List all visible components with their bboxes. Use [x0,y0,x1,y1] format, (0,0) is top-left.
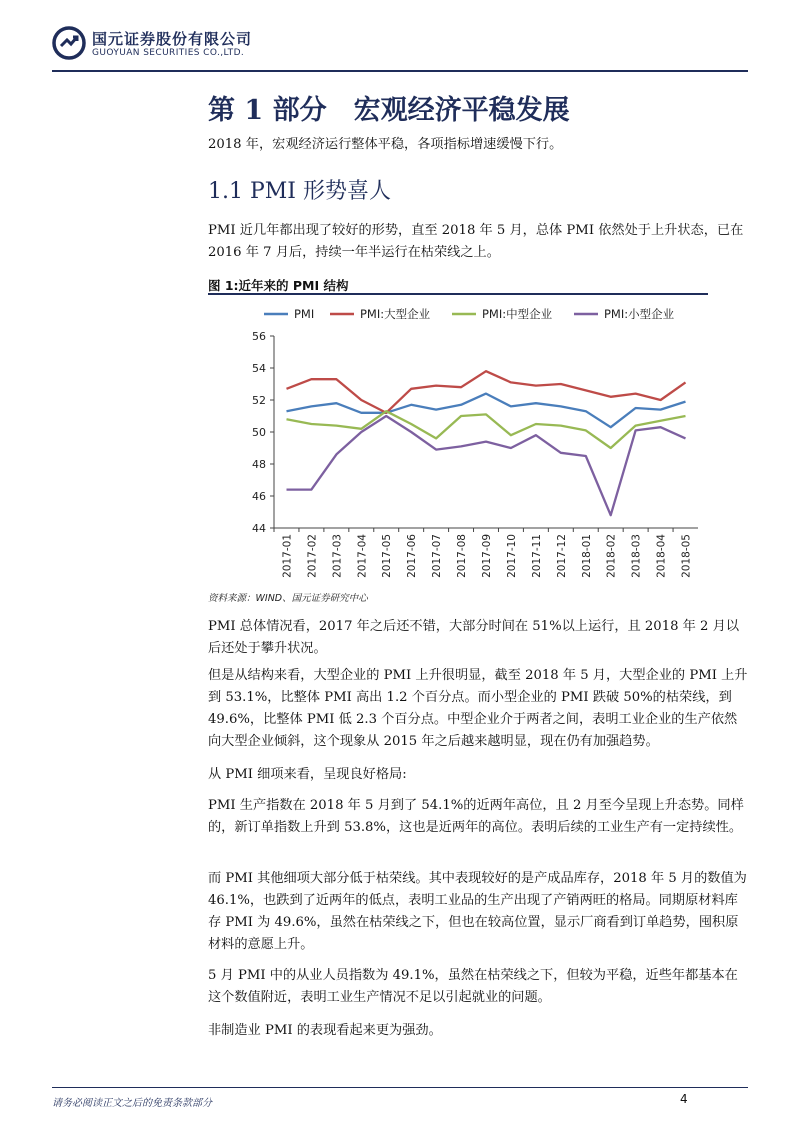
x-tick-label: 2017-04 [356,534,369,578]
intro-paragraph: 2018 年，宏观经济运行整体平稳，各项指标增速缓慢下行。 [208,137,563,152]
x-tick-label: 2017-07 [431,534,444,578]
figure-divider [208,293,708,295]
footer-divider [52,1087,748,1088]
legend-label: PMI [294,307,315,321]
figure-title: 图 1:近年来的 PMI 结构 [208,278,349,293]
x-tick-label: 2018-05 [680,534,693,578]
legend-label: PMI:小型企业 [604,307,675,321]
paragraph-8: 非制造业 PMI 的表现看起来更为强劲。 [208,1023,442,1038]
x-tick-label: 2018-04 [655,534,668,578]
x-tick-label: 2018-01 [580,534,593,578]
paragraph-7: 5 月 PMI 中的从业人员指数为 49.1%，虽然在枯荣线之下，但较为平稳，近些年都基本在这个数值附近，表明工业生产情况不足以引起就业的问题。 [208,968,738,1005]
series-line [287,416,686,515]
x-tick-label: 2017-09 [481,534,493,578]
paragraph-4: 从 PMI 细项来看，呈现良好格局: [208,767,407,782]
y-tick-label: 56 [252,330,266,343]
company-logo-icon [52,26,86,60]
x-tick-label: 2017-12 [555,534,568,578]
pmi-line-chart [208,298,708,588]
subsection-title: 1.1 PMI 形势喜人 [208,179,391,204]
page-number: 4 [680,1092,688,1106]
x-tick-label: 2017-03 [331,534,344,578]
footer-disclaimer-note: 请务必阅读正文之后的免责条款部分 [52,1098,212,1109]
paragraph-1: PMI 近几年都出现了较好的形势，直至 2018 年 5 月，总体 PMI 依然处于上升状态，已在 2016 年 7 月后，持续一年半运行在枯荣线之上。 [208,223,744,260]
x-tick-label: 2018-02 [605,534,618,578]
brand-name-en: GUOYUAN SECURITIES CO.,LTD. [92,48,245,58]
paragraph-3: 但是从结构来看，大型企业的 PMI 上升很明显，截至 2018 年 5 月，大型企业的 PMI 上升到 53.1%，比整体 PMI 高出 1.2 个百分点。而小型企业的 PMI 跌破 50%的枯荣线，到 49.6%，比整体 PMI 低 2.3 个百分点。中型企业介于两者之间，表明工业企业的生产依然向大型企业倾斜，这个现象从 2015 年之后越来越明显，现在仍有加强趋势。 [208,668,748,749]
x-tick-label: 2017-10 [505,534,518,578]
x-tick-label: 2018-03 [630,534,643,578]
legend-label: PMI:大型企业 [360,307,431,321]
section-title: 第 1 部分 宏观经济平稳发展 [208,95,570,126]
x-tick-label: 2017-08 [456,534,469,578]
y-tick-label: 46 [252,490,266,503]
series-line [287,394,686,428]
y-tick-label: 52 [252,394,266,407]
brand-name-cn: 国元证券股份有限公司 [92,30,253,48]
figure-source: 资料来源：WIND、国元证券研究中心 [208,593,368,604]
paragraph-5: PMI 生产指数在 2018 年 5 月到了 54.1%的近两年高位，且 2 月至今呈现上升态势。同样的，新订单指数上升到 53.8%，这也是近两年的高位。表明后续的工业生产有一定持续性。 [208,798,744,835]
x-tick-label: 2017-01 [281,534,294,578]
y-tick-label: 44 [252,522,266,535]
header-divider [52,70,748,72]
x-tick-label: 2017-11 [530,534,543,578]
y-tick-label: 48 [252,458,266,471]
paragraph-6: 而 PMI 其他细项大部分低于枯荣线。其中表现较好的是产成品库存，2018 年 5 月的数值为 46.1%，也跌到了近两年的低点，表明工业品的生产出现了产销两旺的格局。同期原材料库存 PMI 为 49.6%，虽然在枯荣线之下，但也在较高位置，显示厂商看到订单趋势，囤积原材料的意愿上升。 [208,871,747,952]
x-tick-label: 2017-05 [381,534,394,578]
x-tick-label: 2017-02 [306,534,319,578]
x-tick-label: 2017-06 [406,534,419,578]
paragraph-2: PMI 总体情况看，2017 年之后还不错，大部分时间在 51%以上运行，且 2018 年 2 月以后还处于攀升状况。 [208,619,740,656]
y-tick-label: 50 [252,426,266,439]
legend-label: PMI:中型企业 [482,307,553,321]
y-tick-label: 54 [252,362,266,375]
